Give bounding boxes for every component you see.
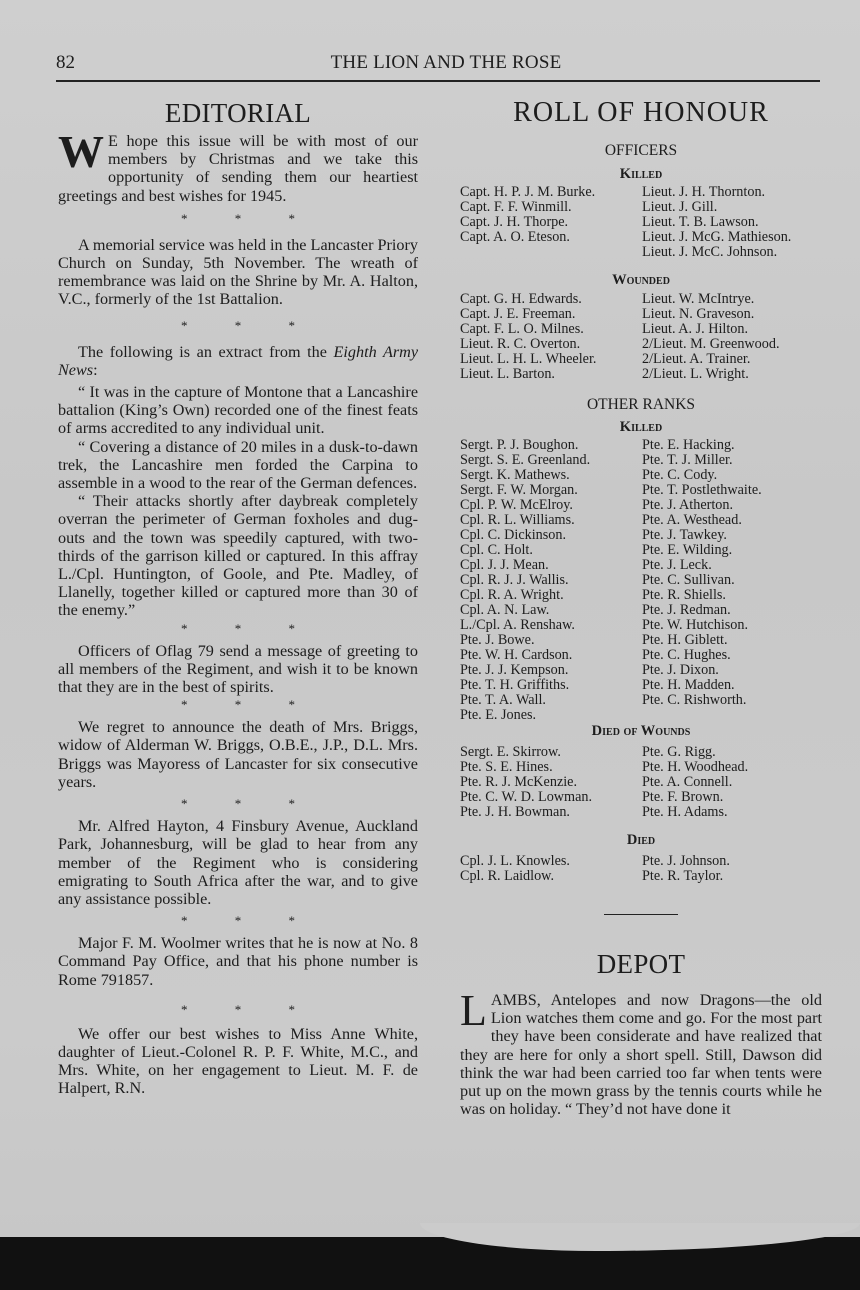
name-entry: Cpl. C. Dickinson. xyxy=(460,527,567,543)
name-entry: 2/Lieut. L. Wright. xyxy=(642,366,749,382)
separator-stars: * * * xyxy=(181,796,317,812)
name-entry: Capt. H. P. J. M. Burke. xyxy=(460,184,596,200)
name-entry: Pte. R. J. McKenzie. xyxy=(460,774,578,790)
officers-heading: OFFICERS xyxy=(604,142,678,159)
paragraph-text: The following is an extract from the xyxy=(78,342,334,361)
name-entry: Pte. C. Rishworth. xyxy=(642,692,747,708)
died-heading: Died xyxy=(626,832,656,848)
name-entry: Sergt. K. Mathews. xyxy=(460,467,570,483)
roll-of-honour-column xyxy=(460,96,822,1118)
publication-name: Eighth Army News xyxy=(58,342,419,379)
name-entry xyxy=(642,708,822,723)
name-entry: Pte. E. Jones. xyxy=(460,707,537,723)
name-entry: Pte. J. Johnson. xyxy=(642,853,730,869)
name-entry: Pte. C. Sullivan. xyxy=(642,572,735,588)
name-entry: Lieut. W. McIntrye. xyxy=(642,291,755,307)
name-entry: Cpl. P. W. McElroy. xyxy=(460,497,573,513)
name-entry: Lieut. A. J. Hilton. xyxy=(642,321,749,337)
name-entry: Capt. A. O. Eteson. xyxy=(460,229,570,245)
name-entry: Cpl. R. Laidlow. xyxy=(460,868,555,884)
officers-killed-list xyxy=(460,185,822,260)
name-entry: Capt. F. L. O. Milnes. xyxy=(460,321,584,337)
separator-stars: * * * xyxy=(181,697,317,713)
separator-stars: * * * xyxy=(181,210,317,226)
separator-stars: * * * xyxy=(181,1001,317,1017)
name-entry: Pte. H. Madden. xyxy=(642,677,735,693)
editorial-paragraph: “ It was in the capture of Montone that a Lancashire battalion (King’s Own) recorded one of the finest feats of arms accredited to any individual unit. xyxy=(58,383,418,438)
other-ranks-heading: OTHER RANKS xyxy=(586,396,696,413)
roll-of-honour-title: ROLL OF HONOUR xyxy=(513,97,769,128)
name-entry: Capt. G. H. Edwards. xyxy=(460,291,582,307)
name-entry: Sergt. S. E. Greenland. xyxy=(460,452,591,468)
editorial-paragraph: Mr. Alfred Hayton, 4 Finsbury Avenue, Auckland Park, Johannesburg, will be glad to hear from any member of the Regiment who is considering emigrating to South Africa after the war, and to give any assistance possible. xyxy=(58,817,418,908)
separator-stars: * * * xyxy=(181,317,317,333)
name-entry: L./Cpl. A. Renshaw. xyxy=(460,617,575,633)
name-entry: Pte. C. Hughes. xyxy=(642,647,731,663)
died-list xyxy=(460,854,822,884)
editorial-column xyxy=(58,96,418,1098)
name-entry: Pte. E. Hacking. xyxy=(642,437,735,453)
editorial-paragraph: A memorial service was held in the Lancaster Priory Church on Sunday, 5th November. The wreath of remembrance was laid on the Shrine by Mr. A. Halton, V.C., formerly of the 1st Battalion. xyxy=(58,235,418,309)
separator-stars: * * * xyxy=(181,620,317,636)
name-entry: Pte. J. J. Kempson. xyxy=(460,662,569,678)
name-entry: Lieut. N. Graveson. xyxy=(642,306,755,322)
page-number: 82 xyxy=(56,52,75,73)
name-entry: Pte. J. Atherton. xyxy=(642,497,734,513)
name-entry: 2/Lieut. A. Trainer. xyxy=(642,351,751,367)
name-entry: Pte. C. W. D. Lowman. xyxy=(460,789,593,805)
name-entry xyxy=(460,245,642,260)
name-entry: Pte. F. Brown. xyxy=(642,789,724,805)
name-entry: Cpl. R. A. Wright. xyxy=(460,587,564,603)
name-entry: Pte. T. J. Miller. xyxy=(642,452,733,468)
name-entry: Cpl. C. Holt. xyxy=(460,542,533,558)
name-entry: Cpl. A. N. Law. xyxy=(460,602,550,618)
name-entry: Sergt. P. J. Boughon. xyxy=(460,437,579,453)
editorial-paragraph: We offer our best wishes to Miss Anne White, daughter of Lieut.-Colonel R. P. F. White, M.C., and Mrs. White, on her engagement to Lieut. M. F. de Halpert, R.N. xyxy=(58,1024,418,1098)
officers-killed-heading: Killed xyxy=(619,166,663,182)
name-entry: Pte. J. Dixon. xyxy=(642,662,719,678)
name-entry: Pte. J. Redman. xyxy=(642,602,731,618)
editorial-paragraph: Major F. M. Woolmer writes that he is now at No. 8 Command Pay Office, and that his phone number is Rome 791857. xyxy=(58,934,418,989)
died-of-wounds-heading: Died of Wounds xyxy=(591,723,691,739)
name-entry: Capt. F. F. Winmill. xyxy=(460,199,572,215)
name-entry: Lieut. J. H. Thornton. xyxy=(642,184,766,200)
name-entry: Sergt. F. W. Morgan. xyxy=(460,482,578,498)
name-entry: Pte. W. H. Cardson. xyxy=(460,647,573,663)
paragraph-text: AMBS, Antelopes and now Dragons—the old Lion watches them come and go. For the most part they have been considerate and have realized that they are here for only a short spell. Still, Dawson did think the war had been carried too far when tents were put up on the mown grass by the tennis courts while he was on holiday. “ They’d not have done it xyxy=(460,991,822,1119)
name-entry: Pte. J. Leck. xyxy=(642,557,712,573)
name-entry: Pte. T. H. Griffiths. xyxy=(460,677,570,693)
scan-edge-shadow xyxy=(0,1237,860,1290)
name-entry: Lieut. L. H. L. Wheeler. xyxy=(460,351,597,367)
name-entry: Pte. H. Woodhead. xyxy=(642,759,749,775)
other-ranks-killed-heading: Killed xyxy=(619,419,663,435)
other-ranks-killed-list xyxy=(460,438,822,723)
name-entry: Pte. T. A. Wall. xyxy=(460,692,546,708)
name-entry: Pte. A. Connell. xyxy=(642,774,733,790)
name-entry: Lieut. J. McC. Johnson. xyxy=(642,244,778,260)
name-entry: Cpl. R. J. J. Wallis. xyxy=(460,572,569,588)
editorial-title: EDITORIAL xyxy=(164,98,312,128)
depot-title: DEPOT xyxy=(596,949,686,979)
section-divider xyxy=(604,914,678,915)
name-entry: Pte. S. E. Hines. xyxy=(460,759,553,775)
running-head xyxy=(56,52,818,76)
name-entry: Lieut. J. McG. Mathieson. xyxy=(642,229,792,245)
name-entry: Capt. J. E. Freeman. xyxy=(460,306,576,322)
name-entry: Capt. J. H. Thorpe. xyxy=(460,214,569,230)
name-entry: Pte. J. Tawkey. xyxy=(642,527,727,543)
header-rule xyxy=(56,80,820,82)
editorial-paragraph xyxy=(58,126,418,205)
drop-cap: L xyxy=(460,986,487,1035)
name-entry: Pte. R. Taylor. xyxy=(642,868,724,884)
name-entry: Pte. A. Westhead. xyxy=(642,512,742,528)
name-entry: Pte. G. Rigg. xyxy=(642,744,716,760)
officers-wounded-heading: Wounded xyxy=(612,272,670,288)
name-entry: Pte. J. H. Bowman. xyxy=(460,804,570,820)
depot-paragraph xyxy=(460,986,822,1119)
name-entry: Cpl. J. L. Knowles. xyxy=(460,853,570,869)
name-entry: Lieut. T. B. Lawson. xyxy=(642,214,759,230)
name-entry: Pte. E. Wilding. xyxy=(642,542,733,558)
drop-cap: W xyxy=(58,126,104,177)
name-entry: Pte. T. Postlethwaite. xyxy=(642,482,762,498)
journal-title: THE LION AND THE ROSE xyxy=(330,52,562,73)
name-entry: Lieut. L. Barton. xyxy=(460,366,555,382)
editorial-paragraph: “ Their attacks shortly after daybreak completely overran the perimeter of German foxholes and dug-outs and the town was speedily captured, with two-thirds of the garrison killed or captured. In this affray L./Cpl. Huntington, of Goole, and Pte. Madley, of Llanelly, together killed or captured more than 30 of the enemy.” xyxy=(58,492,418,620)
name-entry: Cpl. J. J. Mean. xyxy=(460,557,549,573)
editorial-paragraph: “ Covering a distance of 20 miles in a dusk-to-dawn trek, the Lancashire men forded the Carpina to assemble in a wood to the rear of the German defences. xyxy=(58,437,418,493)
paragraph-text: : xyxy=(93,360,98,379)
editorial-paragraph: We regret to announce the death of Mrs. Briggs, widow of Alderman W. Briggs, O.B.E., J.P., D.L. Mrs. Briggs was Mayoress of Lancaster for six consecutive years. xyxy=(58,718,418,791)
name-entry: Pte. C. Cody. xyxy=(642,467,718,483)
paragraph-text: E hope this issue will be with most of our members by Christmas and we take this opportunity of sending them our heartiest greetings and best wishes for 1945. xyxy=(58,132,418,205)
name-entry: Pte. H. Adams. xyxy=(642,804,728,820)
name-entry: Cpl. R. L. Williams. xyxy=(460,512,575,528)
name-entry: Pte. J. Bowe. xyxy=(460,632,535,648)
name-entry: 2/Lieut. M. Greenwood. xyxy=(642,336,780,352)
editorial-paragraph xyxy=(58,343,418,379)
name-entry: Pte. W. Hutchison. xyxy=(642,617,749,633)
editorial-paragraph: Officers of Oflag 79 send a message of greeting to all members of the Regiment, and wish it to be known that they are in the best of spirits. xyxy=(58,641,418,697)
officers-wounded-list xyxy=(460,292,822,382)
died-of-wounds-list xyxy=(460,745,822,820)
separator-stars: * * * xyxy=(181,913,317,929)
name-entry: Sergt. E. Skirrow. xyxy=(460,744,561,760)
name-entry: Pte. R. Shiells. xyxy=(642,587,726,603)
name-entry: Lieut. J. Gill. xyxy=(642,199,718,215)
name-entry: Pte. H. Giblett. xyxy=(642,632,728,648)
name-entry: Lieut. R. C. Overton. xyxy=(460,336,581,352)
